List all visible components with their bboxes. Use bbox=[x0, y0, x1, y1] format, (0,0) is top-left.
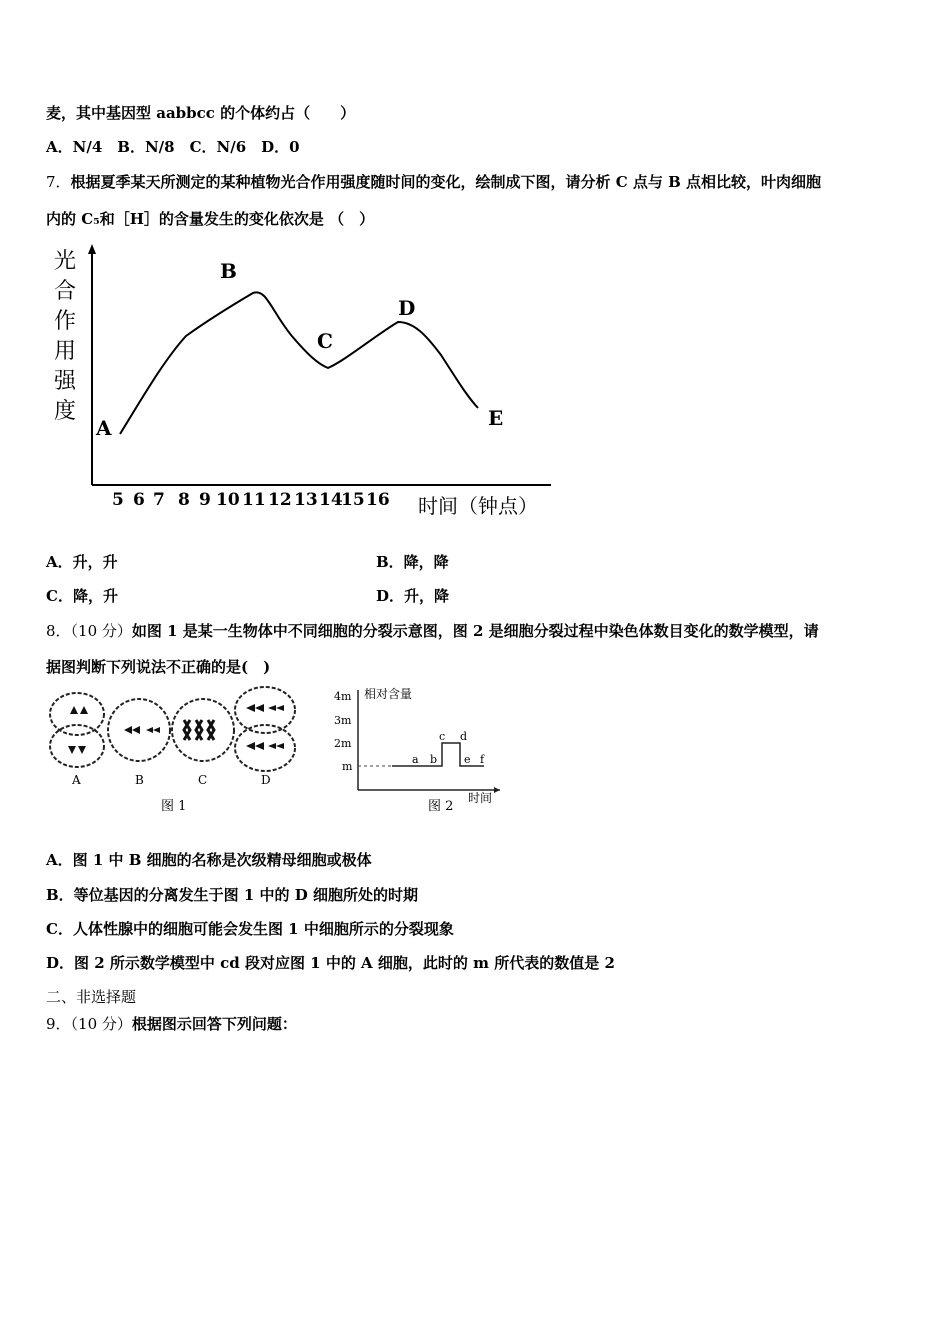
figure-2-model bbox=[328, 684, 508, 820]
q6-options: A．N/4 B．N/8 C．N/6 D．0 bbox=[46, 138, 300, 156]
cell-c bbox=[172, 699, 234, 761]
figure-1-cells bbox=[46, 684, 306, 820]
q7-stem-line1 bbox=[46, 171, 821, 192]
q7-option-d: D．升，降 bbox=[376, 587, 450, 605]
fig2-ytick-3m: 3m bbox=[334, 714, 352, 727]
q7-stem-line2: 内的 C₅和［H］的含量发生的变化依次是 （ ） bbox=[46, 210, 375, 228]
point-label-e: E bbox=[488, 406, 504, 430]
cell-a bbox=[50, 693, 104, 767]
tick-12: 12 bbox=[268, 490, 292, 510]
q7-number: 7． bbox=[46, 173, 71, 191]
chart-ylabel-2: 作 bbox=[54, 309, 77, 334]
tick-16: 16 bbox=[366, 490, 390, 510]
q8-option-c: C．人体性腺中的细胞可能会发生图 1 中细胞所示的分裂现象 bbox=[46, 920, 454, 938]
q7-option-c: C．降，升 bbox=[46, 587, 118, 605]
fig2-seg-e: e bbox=[464, 753, 471, 766]
tick-8: 8 bbox=[178, 490, 190, 510]
tick-14: 14 bbox=[319, 490, 343, 510]
fig2-title: 相对含量 bbox=[364, 687, 413, 701]
chart-ylabel-4: 强 bbox=[54, 369, 77, 394]
fig2-xlabel: 时间 bbox=[468, 791, 493, 805]
fig2-ytick-m: m bbox=[342, 760, 353, 773]
cell-label-d: D bbox=[261, 773, 271, 787]
q8-stem-line1 bbox=[46, 620, 819, 641]
tick-13: 13 bbox=[294, 490, 318, 510]
tick-11: 11 bbox=[242, 490, 266, 510]
tick-6: 6 bbox=[133, 490, 145, 510]
fig2-seg-f: f bbox=[480, 753, 485, 766]
chart-ylabel-3: 用 bbox=[54, 339, 77, 364]
cell-b bbox=[108, 699, 170, 761]
q9-score: （10 分） bbox=[70, 1015, 132, 1033]
cell-label-b: B bbox=[135, 773, 144, 787]
tick-9: 9 bbox=[199, 490, 211, 510]
fig1-caption: 图 1 bbox=[161, 799, 187, 814]
q7-option-b: B．降，降 bbox=[376, 553, 449, 571]
fig2-seg-b: b bbox=[430, 753, 438, 766]
cell-label-a: A bbox=[72, 773, 81, 787]
tick-5: 5 bbox=[112, 490, 124, 510]
point-label-a: A bbox=[96, 416, 112, 440]
cell-label-c: C bbox=[198, 773, 208, 787]
q8-stem-text: 如图 1 是某一生物体中不同细胞的分裂示意图，图 2 是细胞分裂过程中染色体数目变化的数学模型，请 bbox=[131, 622, 819, 640]
q9-stem bbox=[46, 1013, 297, 1034]
chart-y-arrow bbox=[88, 244, 96, 254]
fig2-caption: 图 2 bbox=[428, 799, 454, 814]
q9-stem-text: 根据图示回答下列问题： bbox=[131, 1015, 297, 1033]
cell-d bbox=[235, 687, 295, 771]
fig2-ytick-4m: 4m bbox=[334, 690, 352, 703]
fig2-seg-d: d bbox=[460, 730, 468, 743]
chart-ylabel-0: 光 bbox=[54, 249, 77, 274]
tick-15: 15 bbox=[341, 490, 365, 510]
chart-xlabel: 时间（钟点） bbox=[418, 494, 538, 518]
tick-10: 10 bbox=[216, 490, 240, 510]
q8-number: 8． bbox=[46, 622, 71, 640]
q6-stem: 麦，其中基因型 aabbcc 的个体约占（ ） bbox=[46, 104, 356, 122]
chart-curve bbox=[120, 292, 478, 434]
q8-option-b: B．等位基因的分离发生于图 1 中的 D 细胞所处的时期 bbox=[46, 886, 419, 904]
tick-7: 7 bbox=[153, 490, 165, 510]
q8-option-a: A．图 1 中 B 细胞的名称是次级精母细胞或极体 bbox=[46, 851, 372, 869]
fig2-ytick-2m: 2m bbox=[334, 737, 352, 750]
fig2-seg-a: a bbox=[412, 753, 419, 766]
q7-stem-text: 根据夏季某天所测定的某种植物光合作用强度随时间的变化，绘制成下图，请分析 C 点与 B 点相比较，叶肉细胞 bbox=[70, 173, 822, 191]
point-label-b: B bbox=[220, 259, 237, 283]
chart-ylabel-5: 度 bbox=[54, 399, 77, 424]
q8-option-d: D．图 2 所示数学模型中 cd 段对应图 1 中的 A 细胞，此时的 m 所代表的数值是 2 bbox=[46, 954, 615, 972]
point-label-c: C bbox=[317, 329, 333, 353]
q9-number: 9． bbox=[46, 1015, 71, 1033]
q8-score: （10 分） bbox=[70, 622, 132, 640]
fig2-seg-c: c bbox=[439, 730, 446, 743]
section-2-title: 二、非选择题 bbox=[46, 988, 137, 1006]
q7-option-a: A．升，升 bbox=[46, 553, 118, 571]
photosynthesis-chart bbox=[46, 240, 566, 530]
point-label-d: D bbox=[398, 296, 416, 320]
chart-ylabel-1: 合 bbox=[54, 279, 77, 304]
q8-stem-line2: 据图判断下列说法不正确的是( ) bbox=[46, 658, 271, 676]
